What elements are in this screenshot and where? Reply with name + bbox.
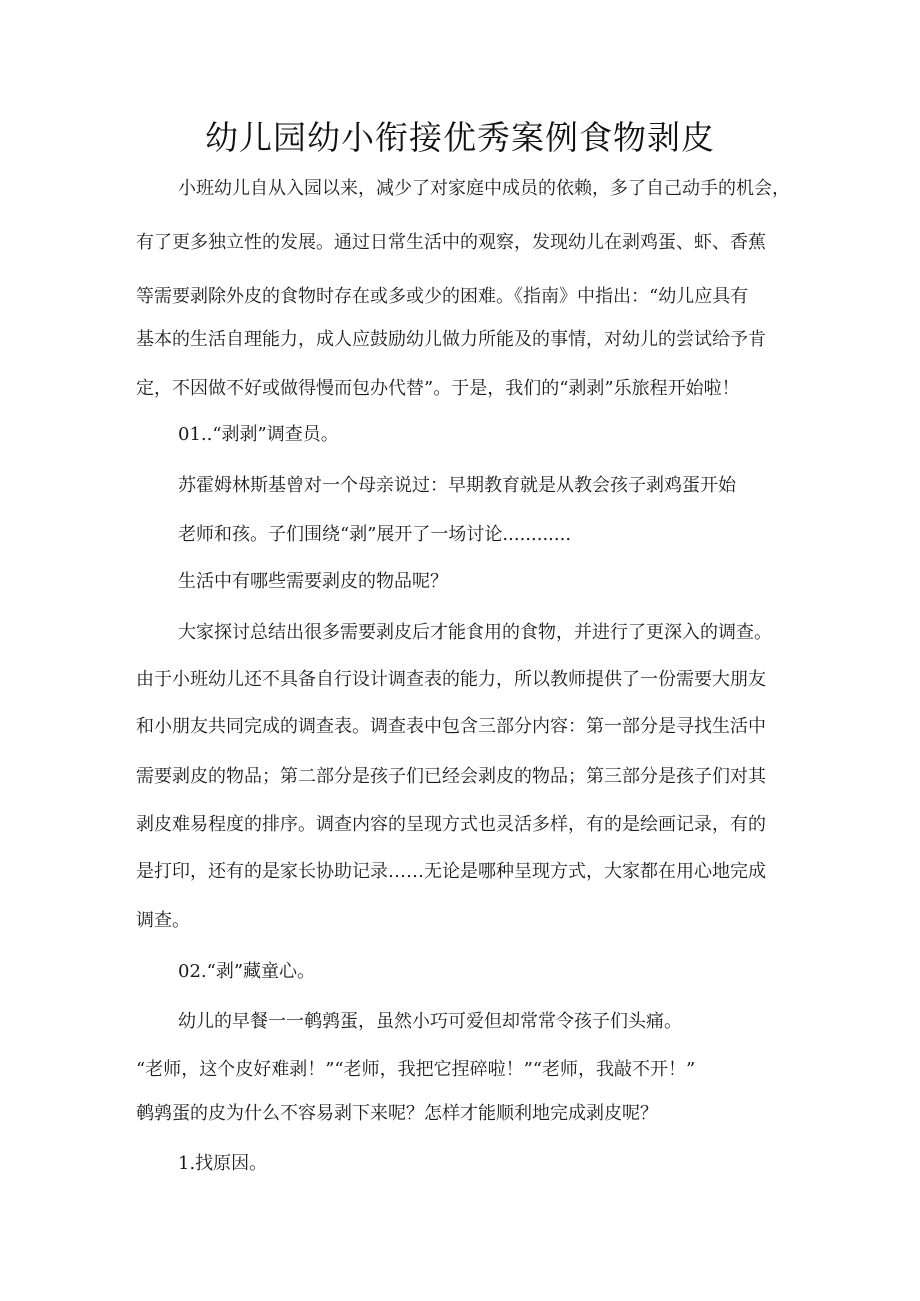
paragraph-question-line-2: 鹌鹑蛋的皮为什么不容易剥下来呢？怎样才能顺利地完成剥皮呢？: [136, 1103, 658, 1124]
paragraph-intro-line-3: 等需要剥除外皮的食物时存在或多或少的困难。《指南》中指出：“幼儿应具有: [136, 286, 749, 307]
paragraph-survey-line-2: 由于小班幼儿还不具备自行设计调查表的能力，所以教师提供了一份需要大朋友: [136, 669, 766, 690]
paragraph-survey-line-6: 是打印，还有的是家长协助记录……无论是哪种呈现方式，大家都在用心地完成: [136, 861, 766, 882]
subsection-heading-1: 1.找原因。: [178, 1153, 268, 1174]
paragraph-intro-line-1: 小班幼儿自从入园以来，减少了对家庭中成员的依赖，多了自己动手的机会，: [178, 178, 790, 199]
paragraph-survey-line-5: 剥皮难易程度的排序。调查内容的呈现方式也灵活多样，有的是绘画记录，有的: [136, 814, 766, 835]
section-heading-01: 01..“剥剥”调查员。: [178, 424, 339, 445]
paragraph-survey-line-1: 大家探讨总结出很多需要剥皮后才能食用的食物，并进行了更深入的调查。: [178, 622, 772, 643]
paragraph-intro-line-2: 有了更多独立性的发展。通过日常生活中的观察，发现幼儿在剥鸡蛋、虾、香蕉: [136, 232, 766, 253]
section-heading-02: 02.“剥”藏童心。: [178, 961, 316, 982]
paragraph-breakfast-line: 幼儿的早餐一一鹌鹑蛋，虽然小巧可爱但却常常令孩子们头痛。: [178, 1011, 682, 1032]
paragraph-intro-line-4: 基本的生活自理能力，成人应鼓励幼儿做力所能及的事情，对幼儿的尝试给予肯: [136, 329, 766, 350]
paragraph-discussion-line: 老师和孩。子们围绕“剥”展开了一场讨论............: [178, 524, 572, 545]
paragraph-survey-line-3: 和小朋友共同完成的调查表。调查表中包含三部分内容：第一部分是寻找生活中: [136, 716, 766, 737]
paragraph-quote-line: 苏霍姆林斯基曾对一个母亲说过：早期教育就是从教会孩子剥鸡蛋开始: [178, 475, 736, 496]
paragraph-intro-line-5: 定，不因做不好或做得慢而包办代替”。于是，我们的“剥剥”乐旅程开始啦！: [136, 378, 740, 399]
paragraph-survey-line-7: 调查。: [136, 910, 190, 931]
document-title: 幼儿园幼小衔接优秀案例食物剥皮: [205, 118, 715, 157]
paragraph-question-line: 生活中有哪些需要剥皮的物品呢？: [178, 571, 448, 592]
paragraph-survey-line-4: 需要剥皮的物品；第二部分是孩子们已经会剥皮的物品；第三部分是孩子们对其: [136, 766, 766, 787]
paragraph-dialogue-line: “老师，这个皮好难剥！”“老师，我把它捏碎啦！”“老师，我敲不开！”: [136, 1059, 696, 1080]
